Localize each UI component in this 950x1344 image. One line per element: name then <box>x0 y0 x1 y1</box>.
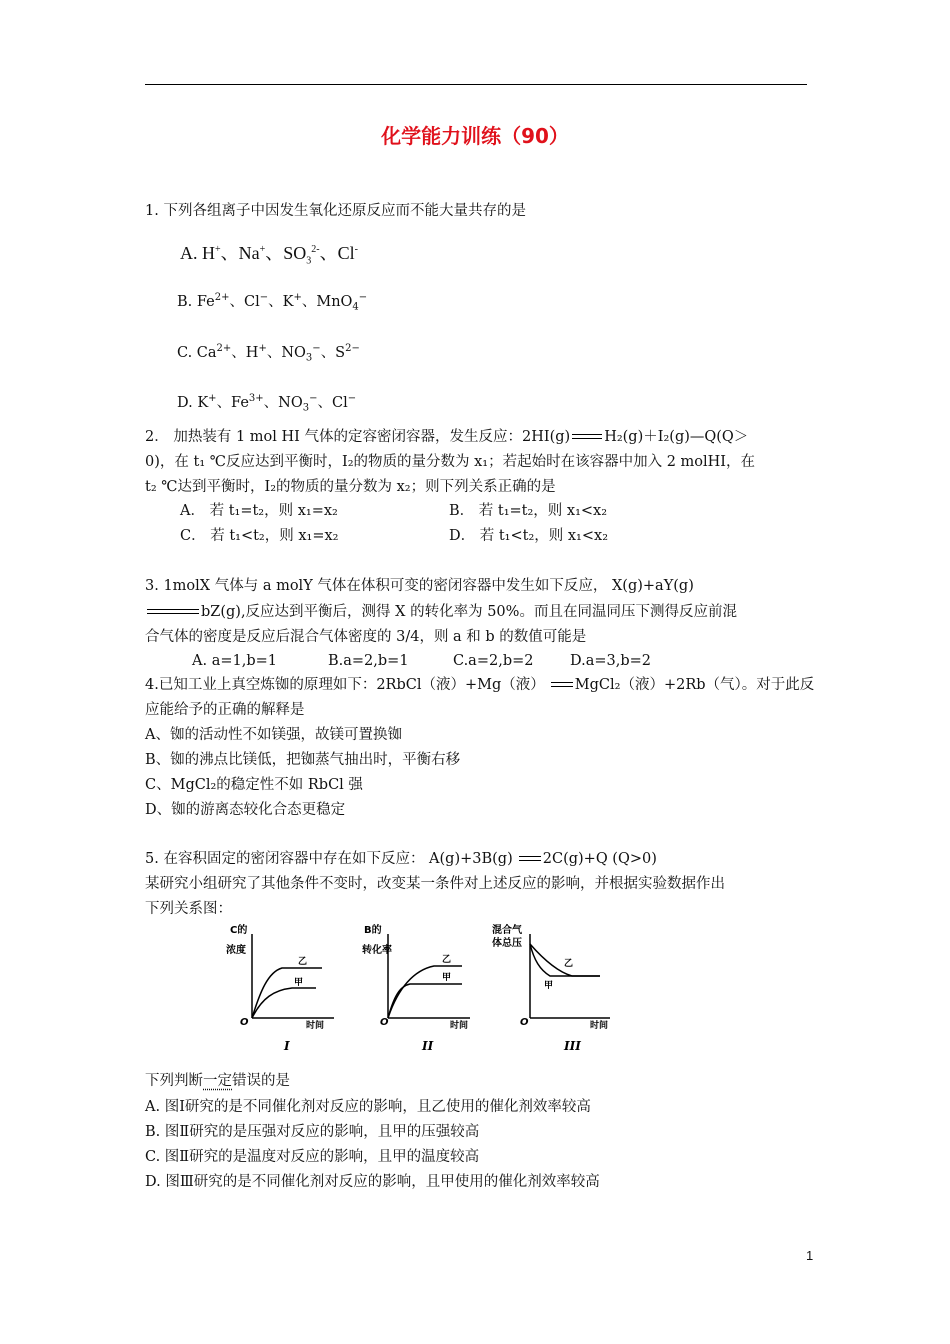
graph-ii-xlabel: 时间 <box>450 1021 469 1031</box>
q1-option-c: C. $Ca^{2+}$、H+、$NO_3^-$、$S^{2-}$ <box>177 343 360 364</box>
equilibrium-arrow-icon <box>570 432 604 442</box>
q5-line1-text: 5. 在容积固定的密闭容器中存在如下反应： A(g)+3B(g) <box>145 851 513 867</box>
graph-iii-caption: III <box>564 1039 581 1052</box>
q4-option-b: B、铷的沸点比镁低，把铷蒸气抽出时，平衡右移 <box>145 752 461 768</box>
q3-option-d: D.a=3,b=2 <box>570 653 652 669</box>
graph-ii-origin: O <box>380 1017 389 1028</box>
q1-option-c-label: C. <box>177 344 197 361</box>
graph-ii-ylabel1: B的 <box>364 925 382 936</box>
q4-option-a: A、铷的活动性不如镁强，故镁可置换铷 <box>145 727 402 743</box>
q2-option-d: D． 若 t₁<t₂，则 x₁<x₂ <box>449 528 609 544</box>
q2-products: H₂(g)＋I₂(g)—Q(Q＞ <box>604 429 749 445</box>
q4-line1-text: 4.已知工业上真空炼铷的原理如下：2RbCl（液）+Mg（液） <box>145 677 545 693</box>
q4-line2: 应能给予的正确的解释是 <box>145 702 305 718</box>
q5-option-c: C. 图Ⅱ研究的是温度对反应的影响，且甲的温度较高 <box>145 1149 480 1165</box>
q5-judge-tail: 错误的是 <box>232 1073 290 1089</box>
q3-option-a: A. a=1,b=1 <box>192 653 277 669</box>
q5-line1 <box>145 849 657 869</box>
graph-i-ylabel1: C的 <box>230 925 248 936</box>
q5-line3: 下列关系图： <box>145 901 232 917</box>
graph-ii-ylabel2: 转化率 <box>362 945 392 956</box>
equilibrium-arrow-icon <box>549 680 575 690</box>
q1-option-d: D. K+、$Fe^{3+}$、$NO_3^-$、Cl− <box>177 393 357 414</box>
q2-option-c: C． 若 t₁<t₂，则 x₁=x₂ <box>180 528 339 544</box>
graph-ii-curve-jia <box>388 984 462 1018</box>
graph-ii-label-yi: 乙 <box>442 955 452 965</box>
q2-line3: t₂ ℃达到平衡时，I₂的物质的量分数为 x₂；则下列关系正确的是 <box>145 479 556 495</box>
graph-ii <box>358 922 478 1052</box>
q2-option-b: B． 若 t₁=t₂，则 x₁<x₂ <box>449 503 608 519</box>
graph-iii <box>492 922 616 1052</box>
q2-line1 <box>145 427 748 447</box>
page-title: 化学能力训练（90） <box>381 124 569 148</box>
q2-line2: 0)，在 t₁ ℃反应达到平衡时，I₂的物质的量分数为 x₁；若起始时在该容器中加入 2 molHI，在 <box>145 454 756 470</box>
q5-judge <box>145 1071 290 1091</box>
page-number: 1 <box>806 1248 814 1263</box>
graph-i-label-jia: 甲 <box>294 978 304 988</box>
q5-option-b: B. 图Ⅱ研究的是压强对反应的影响，且甲的压强较高 <box>145 1124 480 1140</box>
graph-i-label-yi: 乙 <box>298 957 308 967</box>
equilibrium-arrow-icon <box>145 607 201 617</box>
graph-ii-caption: II <box>422 1039 434 1052</box>
q3-line2-text: bZ(g),反应达到平衡后，测得 X 的转化率为 50%。而且在同温同压下测得反应前混 <box>201 604 737 620</box>
graph-iii-label-jia: 甲 <box>544 981 554 991</box>
graph-ii-label-jia: 甲 <box>442 973 452 983</box>
q2-option-a: A． 若 t₁=t₂，则 x₁=x₂ <box>180 503 338 519</box>
q2-reactant: 2HI(g) <box>521 429 571 445</box>
q3-line2 <box>145 602 737 622</box>
q3-line3: 合气体的密度是反应后混合气体密度的 3/4，则 a 和 b 的数值可能是 <box>145 629 587 645</box>
q4-line1 <box>145 675 814 695</box>
q3-option-b: B.a=2,b=1 <box>328 653 409 669</box>
graph-iii-xlabel: 时间 <box>590 1021 609 1031</box>
q1-option-b-label: B. <box>177 293 197 310</box>
graph-i-origin: O <box>240 1017 249 1028</box>
q4-option-d: D、铷的游离态较化合态更稳定 <box>145 802 346 818</box>
q1-option-a: A. H+、Na+、$SO_3^{2-}$、Cl- <box>180 243 358 267</box>
graph-i-caption: I <box>284 1039 290 1052</box>
q5-judge-text: 下列判断 <box>145 1073 203 1089</box>
q5-option-a: A. 图Ⅰ研究的是不同催化剂对反应的影响，且乙使用的催化剂效率较高 <box>145 1099 591 1115</box>
graph-i-curve-yi <box>252 968 322 1018</box>
graph-iii-origin: O <box>520 1017 529 1028</box>
q1-option-a-label: A. <box>180 243 202 263</box>
q2-line1-text: 2． 加热装有 1 mol HI 气体的定容密闭容器，发生反应： <box>145 429 522 445</box>
q1-option-d-label: D. <box>177 394 198 411</box>
header-rule <box>145 84 807 85</box>
graph-iii-ylabel2: 体总压 <box>492 938 522 949</box>
graph-iii-label-yi: 乙 <box>564 959 574 969</box>
q5-option-d: D. 图Ⅲ研究的是不同催化剂对反应的影响，且甲使用的催化剂效率较高 <box>145 1174 600 1190</box>
graph-iii-ylabel1: 混合气 <box>492 925 522 936</box>
q1-stem: 1. 下列各组离子中因发生氧化还原反应而不能大量共存的是 <box>145 203 526 219</box>
q4-products: MgCl₂（液）+2Rb（气）。对于此反 <box>574 677 815 693</box>
equilibrium-arrow-icon <box>517 854 543 864</box>
q5-judge-emphasis: 一定 <box>203 1073 232 1089</box>
q3-line1: 3. 1molX 气体与 a molY 气体在体积可变的密闭容器中发生如下反应， X(g)+aY(g) <box>145 578 694 594</box>
q5-line2: 某研究小组研究了其他条件不变时，改变某一条件对上述反应的影响，并根据实验数据作出 <box>145 876 725 892</box>
q3-option-c: C.a=2,b=2 <box>453 653 534 669</box>
graph-i-ylabel2: 浓度 <box>226 945 246 956</box>
graph-i <box>222 922 342 1052</box>
q1-option-b: B. $Fe^{2+}$、Cl−、K+、MnO$_4$− <box>177 292 368 313</box>
q5-products: 2C(g)+Q (Q>0) <box>542 851 657 867</box>
graph-i-xlabel: 时间 <box>306 1021 325 1031</box>
q4-option-c: C、MgCl₂的稳定性不如 RbCl 强 <box>145 777 363 793</box>
